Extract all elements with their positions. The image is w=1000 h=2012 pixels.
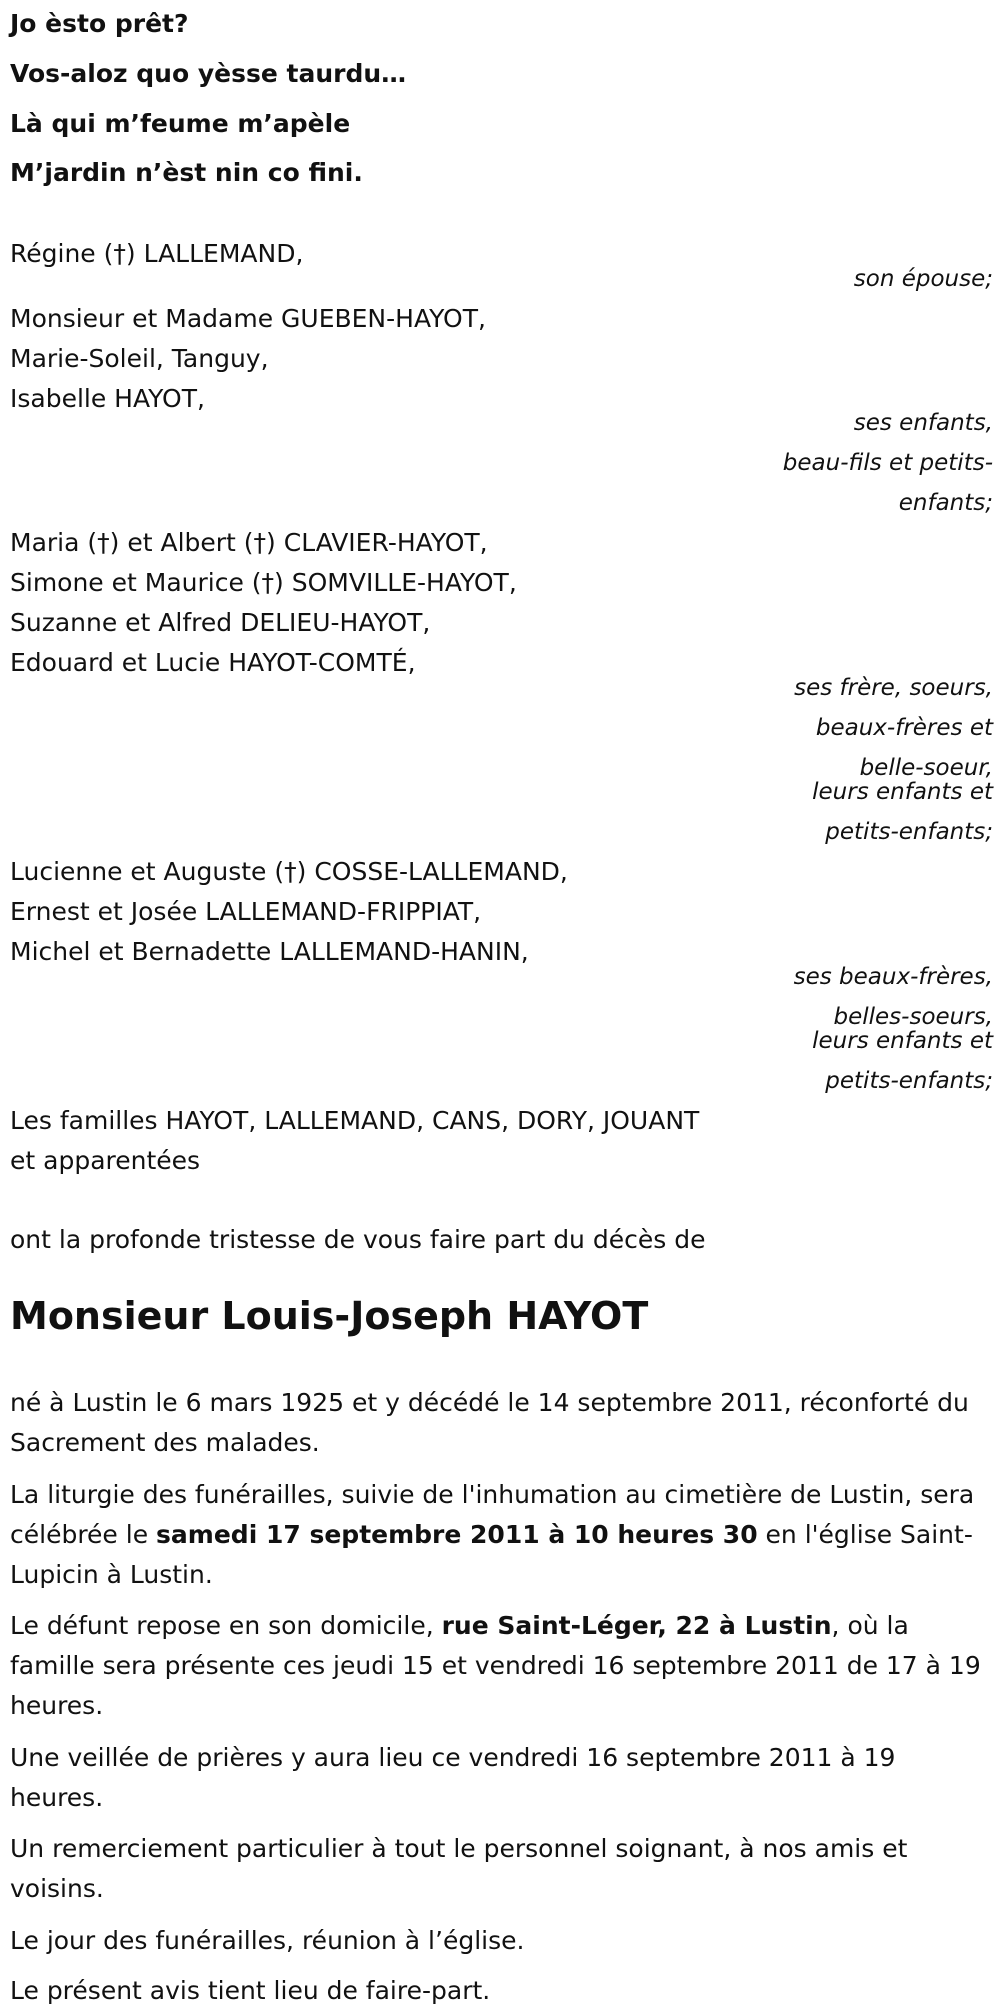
deceased-name: Monsieur Louis-Joseph HAYOT: [10, 1294, 649, 1338]
in-law-relation: belles-soeurs,: [833, 1004, 993, 1030]
rest-text-end: , où la famille sera présente ces jeudi 15 et vendredi 16 septembre 2011 de 17 à 19 heures.: [10, 1611, 981, 1720]
meeting-paragraph: Le jour des funérailles, réunion à l’église.: [10, 1926, 525, 1955]
spouse-relation: son épouse;: [853, 266, 993, 292]
liturgy-text-end: en l'église Saint-Lupicin à Lustin.: [10, 1520, 973, 1589]
children-name: Isabelle HAYOT,: [10, 384, 205, 413]
in-law-relation: ses beaux-frères,: [793, 964, 993, 990]
sibling-relation: belle-soeur,: [859, 755, 993, 781]
in-law-relation: petits-enfants;: [825, 1068, 993, 1094]
announcement-text: ont la profonde tristesse de vous faire part du décès de: [10, 1225, 706, 1254]
in-law-name: Lucienne et Auguste (†) COSSE-LALLEMAND,: [10, 857, 568, 886]
liturgy-paragraph: [10, 1475, 995, 1595]
sibling-relation: ses frère, soeurs,: [794, 675, 993, 701]
children-relation: enfants;: [898, 490, 993, 516]
notice-paragraph: Le présent avis tient lieu de faire-part.: [10, 1976, 491, 2005]
spouse-name: Régine (†) LALLEMAND,: [10, 239, 304, 268]
poem-line: Jo èsto prêt?: [10, 9, 189, 38]
liturgy-date: samedi 17 septembre 2011 à 10 heures 30: [156, 1520, 758, 1549]
poem-line: Vos-aloz quo yèsse taurdu…: [10, 59, 407, 88]
poem-line: M’jardin n’èst nin co fini.: [10, 158, 363, 187]
sibling-name: Simone et Maurice (†) SOMVILLE-HAYOT,: [10, 568, 517, 597]
birth-paragraph: né à Lustin le 6 mars 1925 et y décédé le 14 septembre 2011, réconforté du Sacrement des malades.: [10, 1388, 969, 1457]
in-law-name: Michel et Bernadette LALLEMAND-HANIN,: [10, 937, 529, 966]
thanks-paragraph: Un remerciement particulier à tout le personnel soignant, à nos amis et voisins.: [10, 1834, 908, 1903]
families-line: Les familles HAYOT, LALLEMAND, CANS, DORY, JOUANT: [10, 1106, 700, 1135]
liturgy-text: La liturgie des funérailles, suivie de l'inhumation au cimetière de Lustin, sera célébrée le: [10, 1480, 975, 1549]
children-relation: beau-fils et petits-: [782, 450, 993, 476]
vigil-paragraph: Une veillée de prières y aura lieu ce vendredi 16 septembre 2011 à 19 heures.: [10, 1743, 896, 1812]
in-law-relation: leurs enfants et: [812, 1028, 993, 1054]
sibling-relation: leurs enfants et: [812, 779, 993, 805]
rest-text: Le défunt repose en son domicile,: [10, 1611, 442, 1640]
sibling-name: Edouard et Lucie HAYOT-COMTÉ,: [10, 648, 416, 677]
sibling-name: Suzanne et Alfred DELIEU-HAYOT,: [10, 608, 431, 637]
children-name: Monsieur et Madame GUEBEN-HAYOT,: [10, 304, 486, 333]
sibling-name: Maria (†) et Albert (†) CLAVIER-HAYOT,: [10, 528, 488, 557]
sibling-relation: beaux-frères et: [815, 715, 993, 741]
rest-paragraph: [10, 1606, 995, 1726]
poem-line: Là qui m’feume m’apèle: [10, 109, 351, 138]
children-name: Marie-Soleil, Tanguy,: [10, 344, 269, 373]
in-law-name: Ernest et Josée LALLEMAND-FRIPPIAT,: [10, 897, 482, 926]
sibling-relation: petits-enfants;: [825, 819, 993, 845]
children-relation: ses enfants,: [853, 410, 993, 436]
families-line: et apparentées: [10, 1146, 201, 1175]
rest-address: rue Saint-Léger, 22 à Lustin: [441, 1611, 832, 1640]
